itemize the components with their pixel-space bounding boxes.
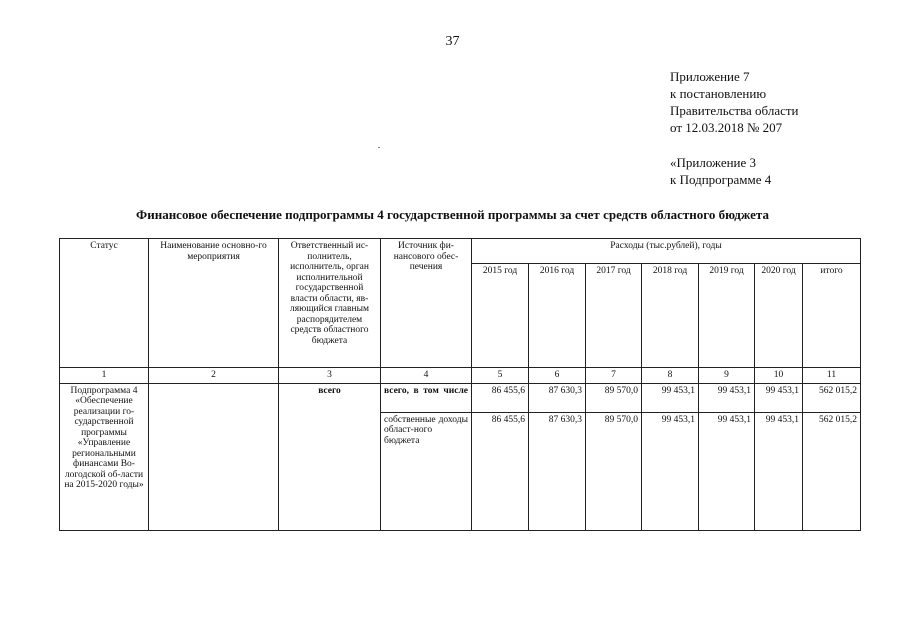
value-cell: 86 455,6 [472,383,529,412]
value-cell: 89 570,0 [586,383,642,412]
event-cell [149,383,279,530]
value-cell: 87 630,3 [529,383,586,412]
header-executor: Ответственный ис-полнитель, исполнитель, орган исполнительной государственной власти области, яв-ляющийся главным распорядителем средств областного бюджета [279,239,381,368]
header-year: 2019 год [699,264,755,368]
table-row [60,383,861,412]
value-cell: 99 453,1 [699,383,755,412]
header-year: 2017 год [586,264,642,368]
column-number: 8 [642,368,699,384]
header-source: Источник фи-нансового обес-печения [381,239,472,368]
column-number: 3 [279,368,381,384]
value-cell: 99 453,1 [755,383,803,412]
header-total: итого [803,264,861,368]
value-cell: 99 453,1 [755,412,803,530]
header-year: 2018 год [642,264,699,368]
column-number: 4 [381,368,472,384]
source-cell: всего, в том числе [381,383,472,412]
column-number: 9 [699,368,755,384]
header-event: Наименование основно-го мероприятия [149,239,279,368]
header-year: 2020 год [755,264,803,368]
value-cell: 86 455,6 [472,412,529,530]
column-number: 10 [755,368,803,384]
source-cell: собственные доходы област-ного бюджета [381,412,472,530]
value-cell: 87 630,3 [529,412,586,530]
value-cell: 99 453,1 [642,383,699,412]
appendix-header [670,68,799,188]
header-expenses: Расходы (тыс.рублей), годы [472,239,861,264]
scan-speck [378,147,380,148]
column-number: 7 [586,368,642,384]
header-year: 2016 год [529,264,586,368]
page-number: 37 [445,34,460,49]
appendix-line: к постановлению [670,86,767,101]
column-number: 1 [60,368,149,384]
column-number: 5 [472,368,529,384]
appendix-line: от 12.03.2018 № 207 [670,120,783,135]
column-number-row [60,368,861,384]
financing-table [59,238,861,531]
header-year: 2015 год [472,264,529,368]
column-number: 6 [529,368,586,384]
executor-cell: всего [279,383,381,530]
appendix-line: Правительства области [670,103,799,118]
total-cell: 562 015,2 [803,383,861,412]
column-number: 2 [149,368,279,384]
appendix-line: Приложение 7 [670,69,750,84]
header-status: Статус [60,239,149,368]
appendix-line: «Приложение 3 [670,155,757,170]
document-title: Финансовое обеспечение подпрограммы 4 государственной программы за счет средств областного бюджета [136,207,769,222]
total-cell: 562 015,2 [803,412,861,530]
value-cell: 89 570,0 [586,412,642,530]
column-number: 11 [803,368,861,384]
appendix-line: к Подпрограмме 4 [670,172,772,187]
header-row [60,239,861,264]
status-cell: Подпрограмма 4 «Обеспечение реализации го-сударственной программы «Управление региональными финансами Во-логодской об-ласти на 2015-2020 годы» [60,383,149,530]
value-cell: 99 453,1 [642,412,699,530]
value-cell: 99 453,1 [699,412,755,530]
